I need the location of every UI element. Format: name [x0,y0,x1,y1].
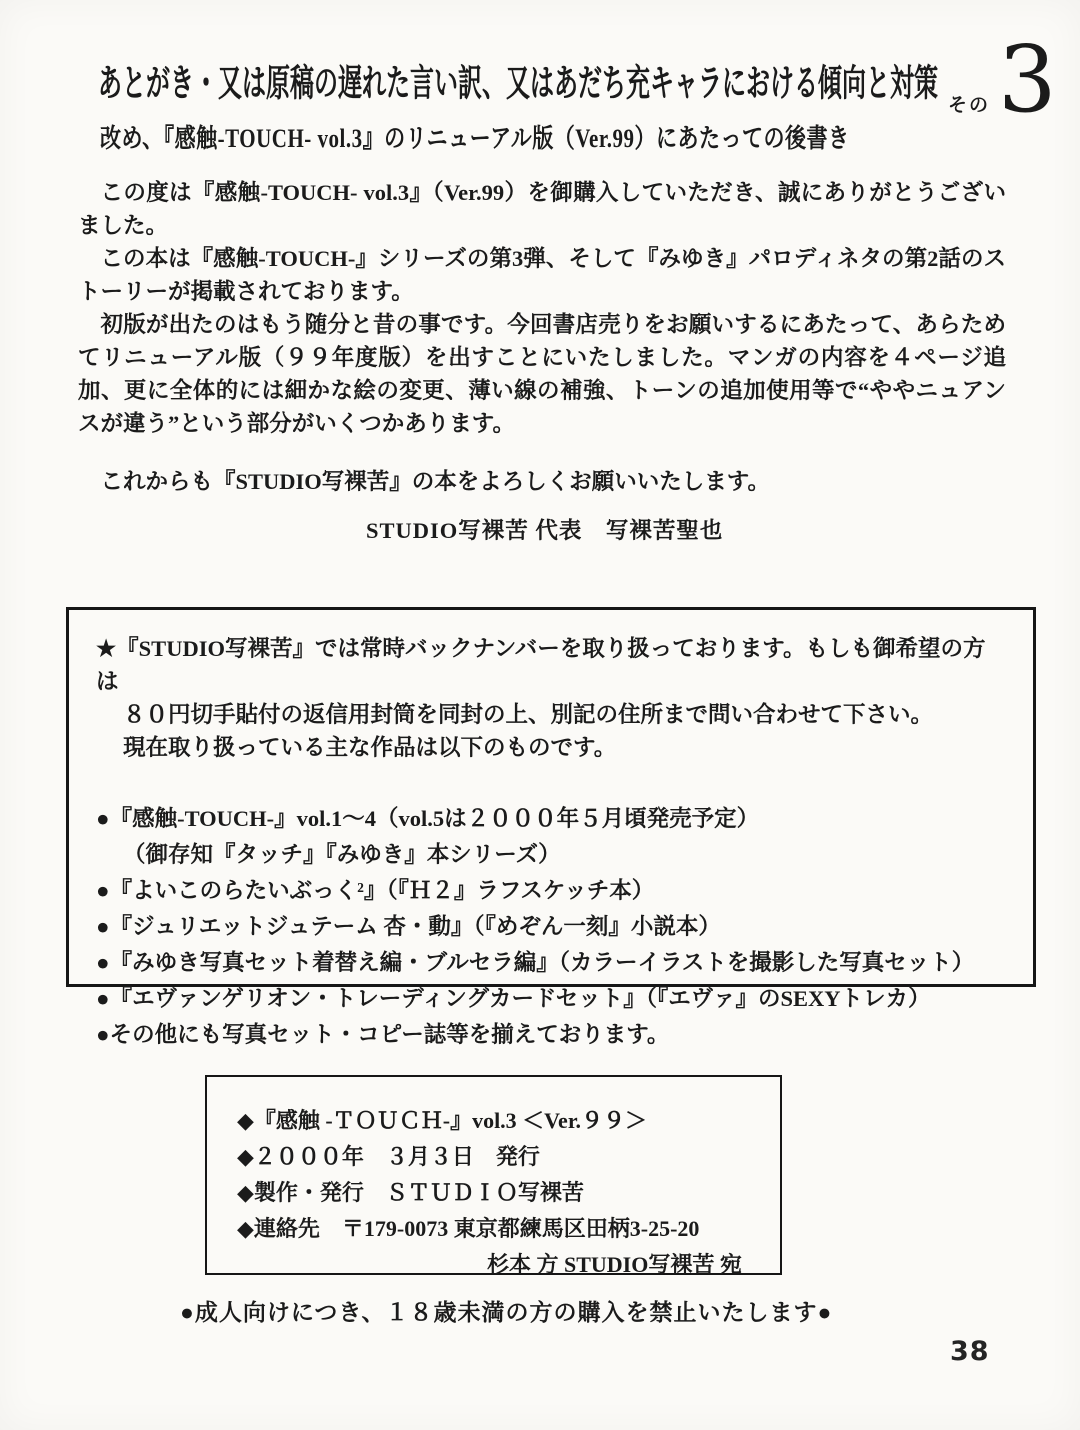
part-number: 3 [998,26,1057,133]
list-item: ●その他にも写真セット・コピー誌等を揃えております。 [96,1022,670,1047]
backnumber-info-box [66,607,1036,1047]
afterword-body [78,176,1006,547]
paragraph-closing: これからも『STUDIO写裸苦』の本をよろしくお願いいたします。 [100,469,770,494]
page-header [98,26,1058,133]
list-item: ●『感触-TOUCH-』vol.1～4（vol.5は２０００年５月頃発売予定） [96,806,760,831]
list-item: ●『ジュリエットジュテーム 杏・動』（『めぞん一刻』小説本） [96,914,721,939]
part-label: その [948,95,991,116]
page-number: 38 [950,1336,990,1367]
colophon-box [205,1075,782,1275]
page-subtitle: 改め、『感触-TOUCH- vol.3』のリニューアル版（Ver.99）にあたっての後書き [100,123,850,153]
backnumber-intro-line2: ８０円切手貼付の返信用封筒を同封の上、別記の住所まで問い合わせて下さい。 [123,702,934,727]
colophon-address-line: ◆連絡先 〒179-0073 東京都練馬区田柄3-25-20 [237,1216,700,1241]
paragraph-thanks-purchase: この度は『感触-TOUCH- vol.3』（Ver.99）を御購入していただき、誠にありがとうございました。 [78,180,1006,238]
list-item: ●『エヴァンゲリオン・トレーディングカードセット』（『エヴァ』のSEXYトレカ） [96,986,931,1011]
list-item: ●『よいこのらたいぶっく²』（『Ｈ２』ラフスケッチ本） [96,878,655,903]
backnumber-item-list [96,801,1006,1053]
paragraph-renewal-info: 初版が出たのはもう随分と昔の事です。今回書店売りをお願いするにあたって、あらためてリニューアル版（９９年度版）を出すことにいたしました。マンガの内容を４ページ追加、更に全体的には細かな絵の変更、薄い線の補強、トーンの追加使用等で“ややニュアンスが違う”という部分がいくつかあります。 [78,312,1006,436]
colophon-title-line: ◆『感触 -ＴＯＵＣＨ-』vol.3 ＜Ver.９９＞ [237,1108,648,1133]
signature-line: STUDIO写裸苦 代表 写裸苦聖也 [366,518,724,543]
backnumber-intro-line1: ★『STUDIO写裸苦』では常時バックナンバーを取り扱っております。もしも御希望の方は [96,636,986,694]
paragraph-series-info: この本は『感触-TOUCH-』シリーズの第3弾、そして『みゆき』パロディネタの第2話のストーリーが掲載されております。 [78,246,1006,304]
colophon-addressee-line: 杉本 方 STUDIO写裸苦 宛 [487,1252,742,1277]
age-restriction-notice: ●成人向けにつき、１８歳未満の方の購入を禁止いたします● [180,1300,833,1325]
backnumber-intro-line3: 現在取り扱っている主な作品は以下のものです。 [123,735,617,760]
page-title: あとがき・又は原稿の遅れた言い訳、又はあだち充キャラにおける傾向と対策 [98,64,938,105]
list-item: ●『みゆき写真セット着替え編・ブルセラ編』（カラーイラストを撮影した写真セット） [96,950,975,975]
colophon-date-line: ◆２０００年 ３月３日 発行 [237,1144,540,1169]
list-item: （御存知『タッチ』『みゆき』本シリーズ） [123,842,561,867]
colophon-publisher-line: ◆製作・発行 ＳＴＵＤＩＯ写裸苦 [237,1180,584,1205]
